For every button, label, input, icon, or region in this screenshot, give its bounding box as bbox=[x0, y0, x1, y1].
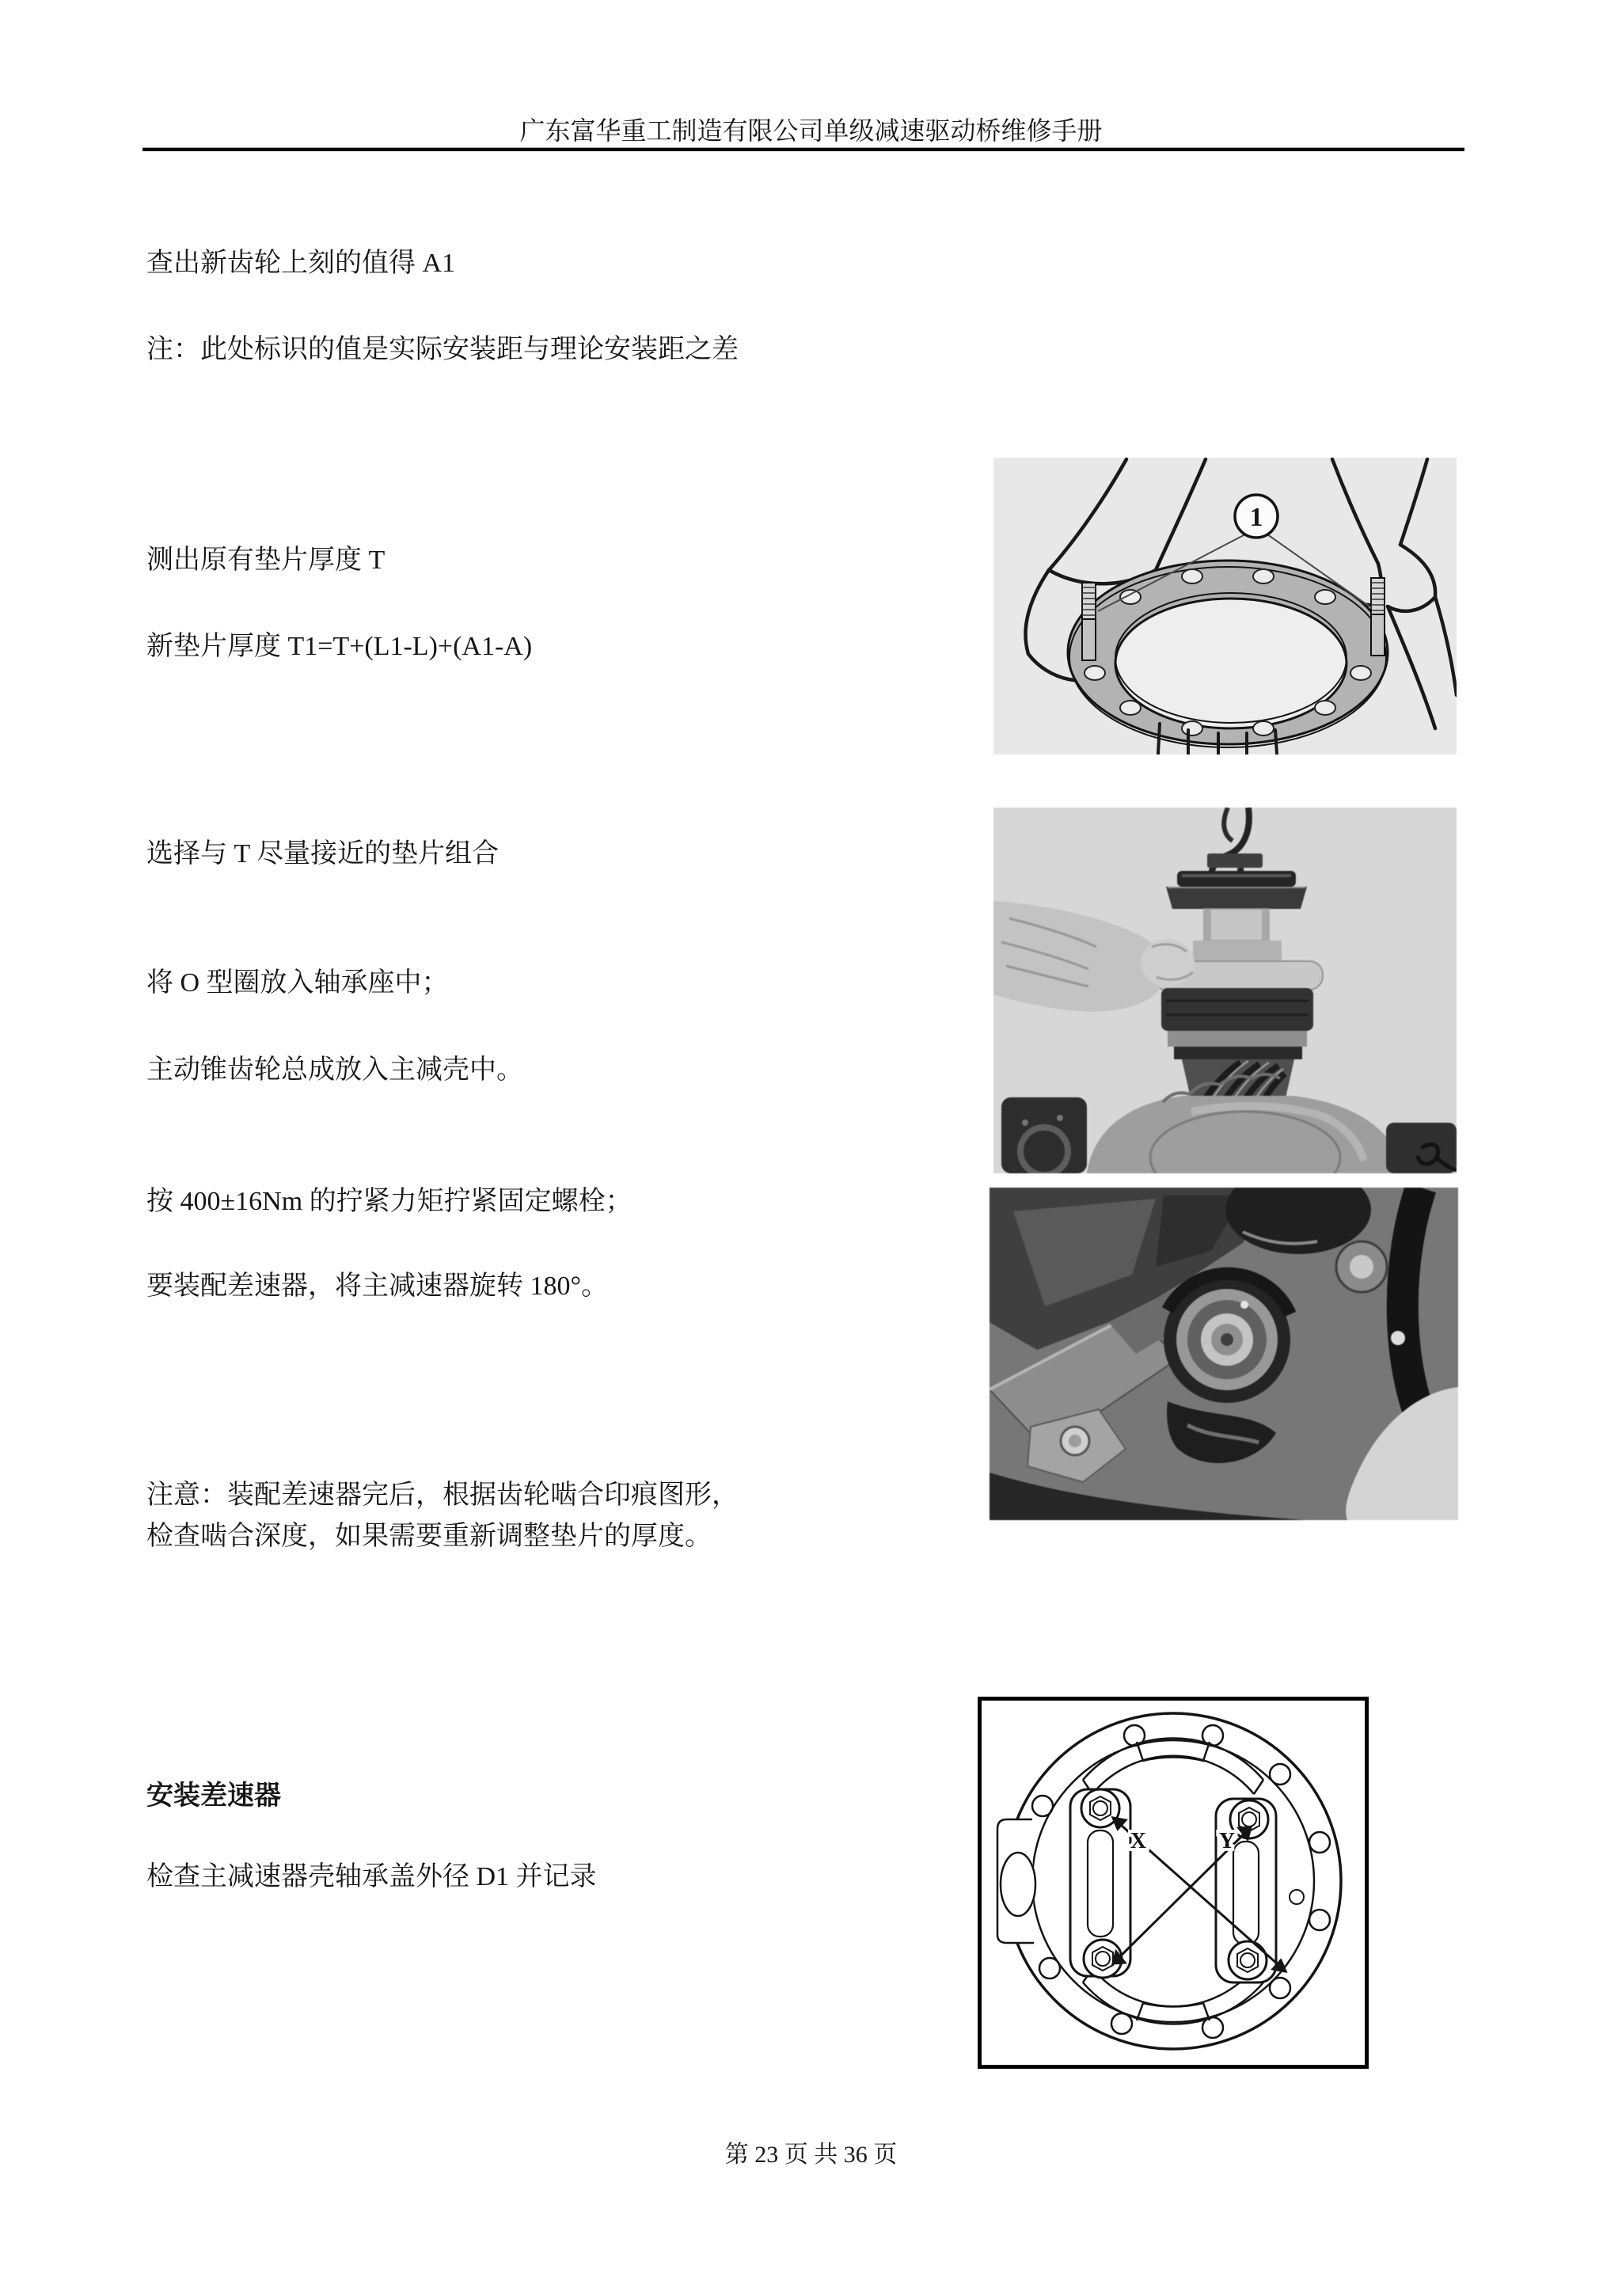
paragraph-line: 检查主减速器壳轴承盖外径 D1 并记录 bbox=[146, 1862, 597, 1891]
paragraph-line: 注：此处标识的值是实际安装距与理论安装距之差 bbox=[146, 335, 739, 364]
pinion-install-photo bbox=[993, 808, 1457, 1173]
diff-housing-photo bbox=[990, 1188, 1458, 1520]
pinion-boss bbox=[997, 1819, 1035, 1943]
callout-number: 1 bbox=[1249, 503, 1263, 532]
paragraph-line: 测出原有垫片厚度 T bbox=[146, 545, 386, 575]
left-stud bbox=[1082, 583, 1096, 660]
paragraph-line: 按 400±16Nm 的拧紧力矩拧紧固定螺栓； bbox=[146, 1187, 632, 1216]
label-x: X bbox=[1130, 1829, 1147, 1853]
flange-outer-circle bbox=[1005, 1713, 1341, 2049]
label-y: Y bbox=[1218, 1829, 1236, 1853]
paragraph-line: 新垫片厚度 T1=T+(L1-L)+(A1-A) bbox=[146, 632, 533, 661]
paragraph-line: 将 O 型圈放入轴承座中； bbox=[146, 968, 449, 998]
figure-diff-housing-photo bbox=[990, 1188, 1458, 1520]
figure-gasket-shim-lineart bbox=[993, 458, 1457, 755]
bearing-bore bbox=[1164, 1274, 1290, 1403]
paragraph-line: 检查啮合深度，如果需要重新调整垫片的厚度。 bbox=[146, 1522, 712, 1551]
left-wheel-end bbox=[1001, 1097, 1087, 1173]
right-stud bbox=[1371, 578, 1385, 656]
paragraph-line: 注意：装配差速器完后，根据齿轮啮合印痕图形， bbox=[146, 1481, 739, 1510]
section-heading: 安装差速器 bbox=[146, 1781, 281, 1811]
page-number-footer: 第 23 页 共 36 页 bbox=[724, 2142, 898, 2168]
bearing-cap-diagram bbox=[982, 1701, 1365, 2065]
figure-bearing-cap-diagram bbox=[978, 1697, 1369, 2069]
gasket-shim-illustration bbox=[993, 458, 1457, 755]
paragraph-line: 查出新齿轮上刻的值得 A1 bbox=[146, 249, 456, 278]
figure-pinion-install-photo bbox=[993, 808, 1457, 1173]
left-bearing-cap bbox=[1070, 1789, 1130, 1978]
paragraph-line: 选择与 T 尽量接近的垫片组合 bbox=[146, 839, 500, 869]
right-wheel-end bbox=[1386, 1123, 1457, 1173]
top-right-bolt-boss bbox=[1336, 1241, 1387, 1292]
paragraph-line: 主动锥齿轮总成放入主减壳中。 bbox=[146, 1055, 523, 1085]
paragraph-line: 要装配差速器，将主减速器旋转 180°。 bbox=[146, 1272, 609, 1301]
page-header-title: 广东富华重工制造有限公司单级减速驱动桥维修手册 bbox=[519, 116, 1103, 145]
header-rule bbox=[142, 147, 1464, 151]
